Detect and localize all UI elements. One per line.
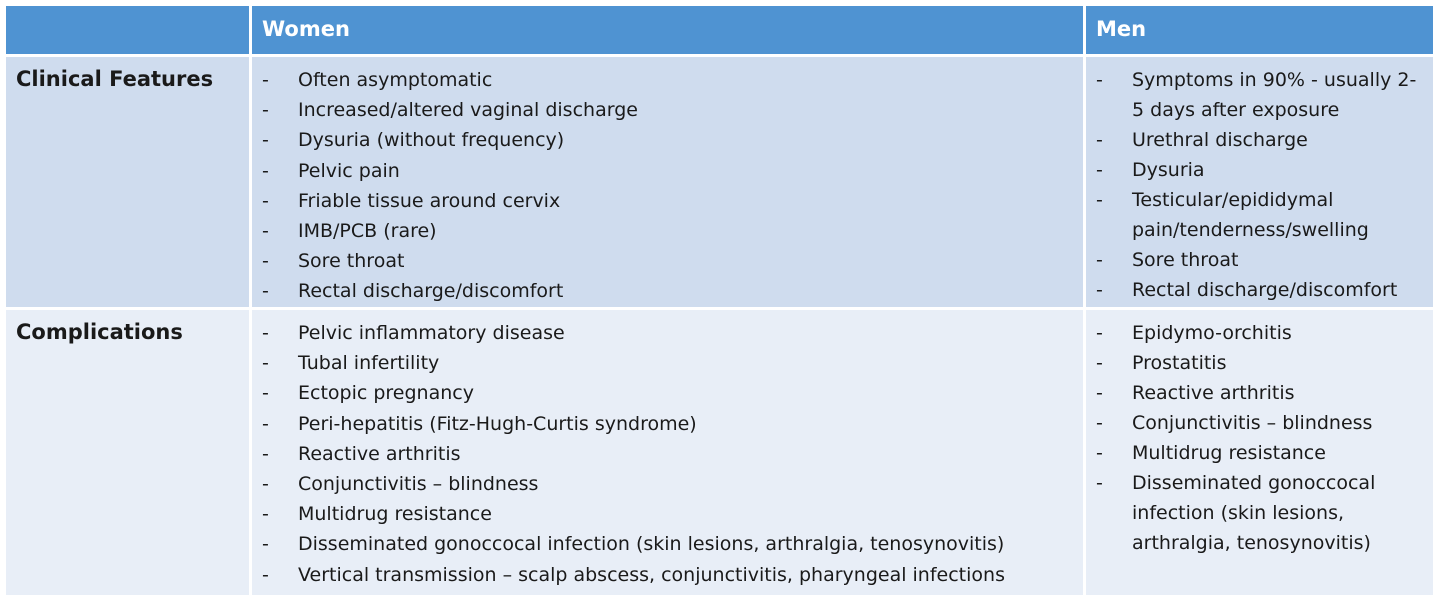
list-item (258, 409, 1077, 439)
list-item-text: Reactive arthritis (1132, 382, 1295, 404)
list-item-text: Rectal discharge/discomfort (298, 280, 564, 303)
list-item-text: Vertical transmission – scalp abscess, conjunctivitis, pharyngeal infections (298, 563, 1005, 586)
list-item-text: Conjunctivitis – blindness (298, 473, 539, 496)
dash-bullet: - (262, 250, 269, 273)
row-label-clinical-features: Clinical Features (6, 57, 252, 310)
clinical-features-men-list (1086, 57, 1433, 305)
list-item (258, 499, 1077, 529)
dash-bullet: - (262, 129, 269, 152)
header-men: Men (1086, 6, 1436, 57)
list-item-text: Disseminated gonoccocal infection (skin lesions, arthralgia, tenosynovitis) (298, 533, 1005, 556)
list-item (1092, 378, 1427, 408)
dash-bullet: - (262, 473, 269, 496)
list-item (258, 276, 1077, 306)
list-item-text: Conjunctivitis – blindness (1132, 412, 1373, 434)
list-item-text: Epidymo-orchitis (1132, 322, 1292, 344)
list-item-text: Rectal discharge/discomfort (1132, 279, 1398, 301)
list-item (258, 529, 1077, 559)
row-label-complications: Complications (6, 310, 252, 598)
header-corner (6, 6, 252, 57)
list-item (1092, 318, 1427, 348)
dash-bullet: - (262, 352, 269, 375)
dash-bullet: - (1096, 352, 1103, 374)
list-item (1092, 185, 1427, 245)
complications-men-cell (1086, 310, 1436, 598)
dash-bullet: - (262, 382, 269, 405)
dash-bullet: - (1096, 69, 1103, 91)
list-item-text: IMB/PCB (rare) (298, 220, 437, 243)
dash-bullet: - (262, 533, 269, 556)
dash-bullet: - (262, 563, 269, 586)
dash-bullet: - (262, 280, 269, 303)
list-item-text: Pelvic inflammatory disease (298, 322, 565, 344)
list-item (258, 186, 1077, 216)
list-item-text: Often asymptomatic (298, 69, 493, 91)
dash-bullet: - (262, 189, 269, 212)
dash-bullet: - (262, 322, 269, 344)
list-item-text: Sore throat (1132, 249, 1239, 271)
list-item (258, 95, 1077, 125)
clinical-features-women-cell (252, 57, 1086, 310)
list-item-text: Friable tissue around cervix (298, 189, 561, 212)
complications-women-list (252, 310, 1083, 590)
list-item (1092, 468, 1427, 558)
complications-women-cell (252, 310, 1086, 598)
list-item (1092, 155, 1427, 185)
list-item-text: Disseminated gonoccocal infection (skin lesions, arthralgia, tenosynovitis) (1132, 472, 1376, 554)
list-item-text: Tubal infertility (298, 352, 440, 375)
list-item-text: Reactive arthritis (298, 442, 461, 465)
dash-bullet: - (1096, 412, 1103, 434)
list-item-text: Urethral discharge (1132, 129, 1308, 151)
dash-bullet: - (262, 69, 269, 91)
dash-bullet: - (1096, 129, 1103, 151)
list-item-text: Testicular/epididymal pain/tenderness/swelling (1132, 189, 1369, 241)
list-item (1092, 348, 1427, 378)
list-item-text: Pelvic pain (298, 159, 400, 182)
clinical-features-men-cell (1086, 57, 1436, 310)
clinical-features-women-list (252, 57, 1083, 307)
dash-bullet: - (1096, 249, 1103, 271)
list-item-text: Ectopic pregnancy (298, 382, 474, 405)
header-women: Women (252, 6, 1086, 57)
list-item-text: Dysuria (without frequency) (298, 129, 565, 152)
list-item-text: Symptoms in 90% - usually 2-5 days after exposure (1132, 69, 1417, 121)
list-item (1092, 125, 1427, 155)
comparison-table (6, 6, 1436, 598)
list-item-text: Multidrug resistance (1132, 442, 1326, 464)
dash-bullet: - (1096, 322, 1103, 344)
list-item (258, 156, 1077, 186)
dash-bullet: - (262, 99, 269, 122)
list-item (258, 439, 1077, 469)
dash-bullet: - (262, 442, 269, 465)
dash-bullet: - (262, 503, 269, 526)
list-item (1092, 275, 1427, 305)
complications-men-list (1086, 310, 1433, 558)
dash-bullet: - (262, 220, 269, 243)
list-item-text: Dysuria (1132, 159, 1205, 181)
list-item (1092, 245, 1427, 275)
list-item (258, 246, 1077, 276)
list-item-text: Increased/altered vaginal discharge (298, 99, 638, 122)
list-item (258, 318, 1077, 348)
list-item (258, 216, 1077, 246)
dash-bullet: - (1096, 189, 1103, 211)
list-item (258, 65, 1077, 95)
dash-bullet: - (1096, 472, 1103, 494)
dash-bullet: - (1096, 279, 1103, 301)
list-item-text: Peri-hepatitis (Fitz-Hugh-Curtis syndrome) (298, 412, 697, 435)
list-item (258, 560, 1077, 590)
dash-bullet: - (1096, 159, 1103, 181)
list-item (1092, 408, 1427, 438)
list-item (1092, 65, 1427, 125)
dash-bullet: - (262, 159, 269, 182)
list-item-text: Sore throat (298, 250, 405, 273)
list-item (258, 378, 1077, 408)
list-item (1092, 438, 1427, 468)
list-item (258, 469, 1077, 499)
list-item (258, 348, 1077, 378)
dash-bullet: - (1096, 382, 1103, 404)
dash-bullet: - (262, 412, 269, 435)
list-item (258, 125, 1077, 155)
dash-bullet: - (1096, 442, 1103, 464)
list-item-text: Multidrug resistance (298, 503, 492, 526)
list-item-text: Prostatitis (1132, 352, 1227, 374)
